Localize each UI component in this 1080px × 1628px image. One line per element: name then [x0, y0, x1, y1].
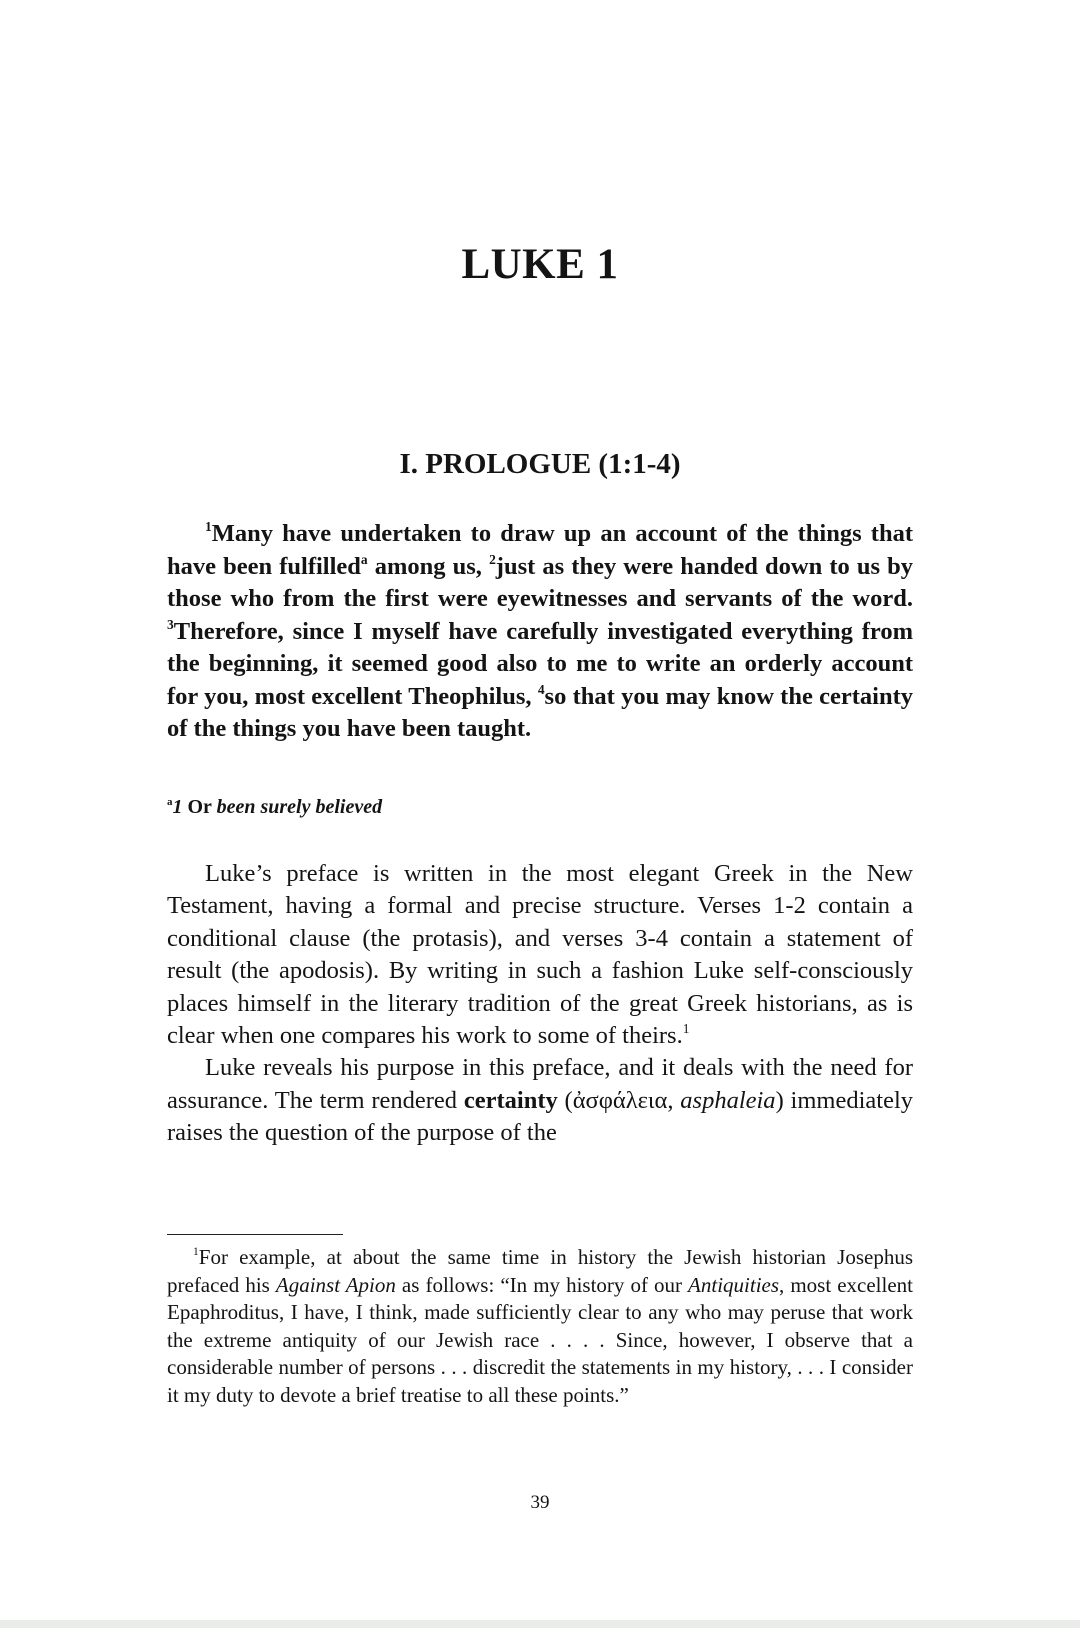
verse-text: Therefore, since I myself have carefully investigated everything from the beginning, it seemed good also to me to write an orderly account for you, most excellent Theophilus, [167, 617, 913, 710]
footnote-text: been surely believed [216, 796, 383, 818]
viewer-bottom-edge [0, 1620, 1080, 1628]
section-heading: I. PROLOGUE (1:1-4) [399, 448, 681, 480]
commentary-paragraph [167, 1052, 913, 1149]
scripture-passage [167, 518, 913, 746]
footnote-text: For example, at about the same time in history the Jewish historian Josephus prefaced his [167, 1245, 913, 1297]
footnote-prefix: Or [182, 796, 217, 818]
footnote-text: , most excellent Epaphroditus, I have, I think, made sufficiently clear to any who may peruse that work the extreme antiquity of our Jewish race . . . . Since, however, I observe that a considerable number of persons . . . discredit the statements in my history, . . . I consider it my duty to devote a brief treatise to all these points.” [167, 1272, 913, 1407]
verse-number: 3 [167, 616, 174, 632]
footnote [167, 1244, 913, 1409]
footnote-marker: a [360, 551, 368, 567]
footnote-reference: 1 [682, 1021, 690, 1037]
commentary-paragraph [167, 858, 913, 1052]
transliteration: asphaleia [680, 1086, 776, 1114]
footnote-number: 1 [193, 1246, 199, 1259]
paragraph-text: Luke reveals his purpose in this preface, and it deals with the need for assurance. The term rendered [167, 1054, 913, 1114]
verse-number: 2 [489, 551, 496, 567]
verse-text: so that you may know the certainty of the things you have been taught. [167, 682, 913, 742]
footnote-text: as follows: “In my history of our [395, 1272, 689, 1297]
paragraph-text: Luke’s preface is written in the most elegant Greek in the New Testament, having a formal and precise structure. Verses 1-2 contain a conditional clause (the protasis), and verses 3-4 contain a statement of result (the apodosis). By writing in such a fashion Luke self-consciously places himself in the literary tradition of the great Greek historians, as is clear when one compares his work to some of theirs. [167, 860, 913, 1050]
footnote-divider [167, 1234, 343, 1235]
greek-term: (ἀσφάλεια, [557, 1086, 681, 1114]
page-number: 39 [530, 1492, 550, 1513]
footnote-marker: a [167, 795, 173, 808]
verse-text: just as they were handed down to us by those who from the first were eyewitnesses and servants of the word. [167, 552, 914, 612]
book-title: Antiquities [688, 1272, 780, 1297]
verse-number: 1 [205, 519, 212, 535]
paragraph-text: ) immediately raises the question of the purpose of the [167, 1086, 914, 1147]
chapter-title: LUKE 1 [461, 241, 619, 288]
footnote-verse-ref: 1 [172, 796, 183, 818]
verse-text: Many have undertaken to draw up an account of the things that have been fulfilled [167, 520, 913, 580]
verse-number: 4 [537, 681, 545, 697]
scripture-footnote [167, 796, 913, 819]
verse-text: among us, [367, 552, 490, 580]
book-title: Against Apion [275, 1272, 396, 1297]
key-term: certainty [463, 1086, 558, 1114]
commentary [167, 858, 913, 1150]
